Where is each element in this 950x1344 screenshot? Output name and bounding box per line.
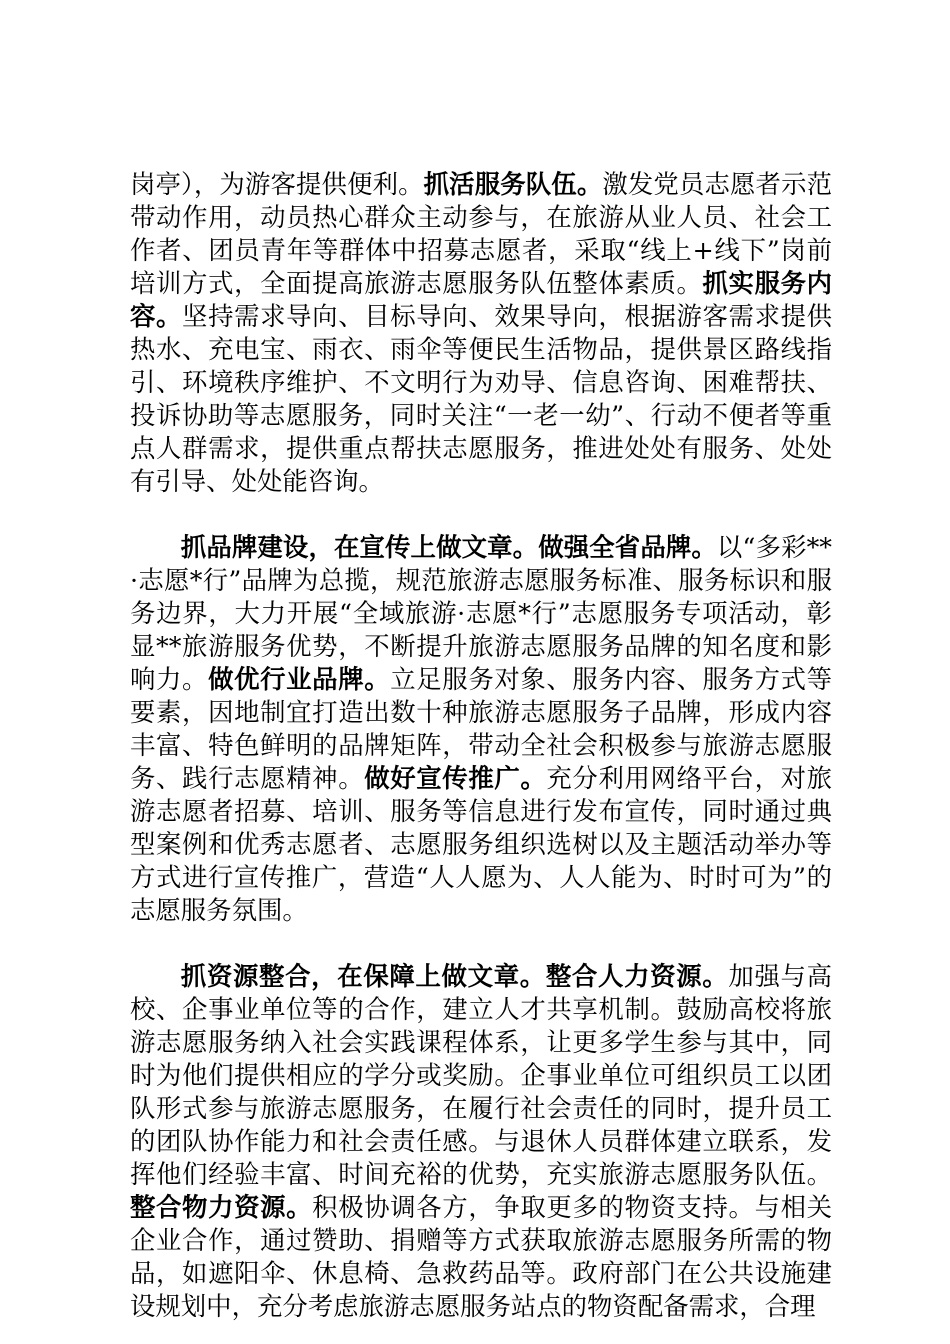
text-run: 岗亭），为游客提供便利。 bbox=[130, 169, 424, 199]
heading-brand-building: 抓品牌建设，在宣传上做文章。 bbox=[180, 532, 539, 562]
document-page bbox=[130, 168, 832, 1323]
heading-resource-integration: 抓资源整合，在保障上做文章。 bbox=[180, 961, 546, 991]
paragraph-brand bbox=[130, 531, 832, 927]
text-run: 以“多彩**·志愿*行”品牌为总揽，规范旅游志愿服务标准、服务标识和服务边界，大力开展“全域旅游·志愿*行”志愿服务专项活动，彰显**旅游服务优势，不断提升旅游志愿服务品牌的知名度和影响力。 bbox=[130, 532, 833, 694]
text-run: 充分利用网络平台，对旅游志愿者招募、培训、服务等信息进行发布宣传，同时通过典型案例和优秀志愿者、志愿服务组织选树以及主题活动举办等方式进行宣传推广，营造“人人愿为、人人能为、时时可为”的志愿服务氛围。 bbox=[130, 763, 833, 925]
paragraph-service bbox=[130, 168, 832, 498]
subheading-material-resources: 整合物力资源。 bbox=[130, 1192, 313, 1222]
subheading-service-team: 抓活服务队伍。 bbox=[423, 169, 603, 199]
subheading-promotion: 做好宣传推广。 bbox=[364, 763, 547, 793]
text-run: 立足服务对象、服务内容、服务方式等要素，因地制宜打造出数十种旅游志愿服务子品牌，形成内容丰富、特色鲜明的品牌矩阵，带动全社会积极参与旅游志愿服务、践行志愿精神。 bbox=[130, 664, 833, 793]
subheading-industry-brand: 做优行业品牌。 bbox=[208, 664, 391, 694]
text-run: 积极协调各方，争取更多的物资支持。与相关企业合作，通过赞助、捐赠等方式获取旅游志愿服务所需的物品，如遮阳伞、休息椅、急救药品等。政府部门在公共设施建设规划中，充分考虑旅游志愿服务站点的物资配备需求，合理 bbox=[130, 1192, 833, 1321]
paragraph-resources bbox=[130, 960, 832, 1323]
subheading-service-content: 抓实服务内容。 bbox=[130, 268, 832, 331]
text-run: 激发党员志愿者示范带动作用，动员热心群众主动参与，在旅游从业人员、社会工作者、团员青年等群体中招募志愿者，采取“线上+线下”岗前培训方式，全面提高旅游志愿服务队伍整体素质。 bbox=[130, 169, 833, 298]
text-run: 加强与高校、企事业单位等的合作，建立人才共享机制。鼓励高校将旅游志愿服务纳入社会实践课程体系，让更多学生参与其中，同时为他们提供相应的学分或奖励。企事业单位可组织员工以团队形式参与旅游志愿服务，在履行社会责任的同时，提升员工的团队协作能力和社会责任感。与退休人员群体建立联系，发挥他们经验丰富、时间充裕的优势，充实旅游志愿服务队伍。 bbox=[130, 961, 833, 1189]
text-run: 坚持需求导向、目标导向、效果导向，根据游客需求提供热水、充电宝、雨衣、雨伞等便民生活物品，提供景区路线指引、环境秩序维护、不文明行为劝导、信息咨询、困难帮扶、投诉协助等志愿服务，同时关注“一老一幼”、行动不便者等重点人群需求，提供重点帮扶志愿服务，推进处处有服务、处处有引导、处处能咨询。 bbox=[130, 301, 832, 496]
subheading-provincial-brand: 做强全省品牌。 bbox=[538, 532, 717, 562]
subheading-human-resources: 整合人力资源。 bbox=[545, 961, 729, 991]
